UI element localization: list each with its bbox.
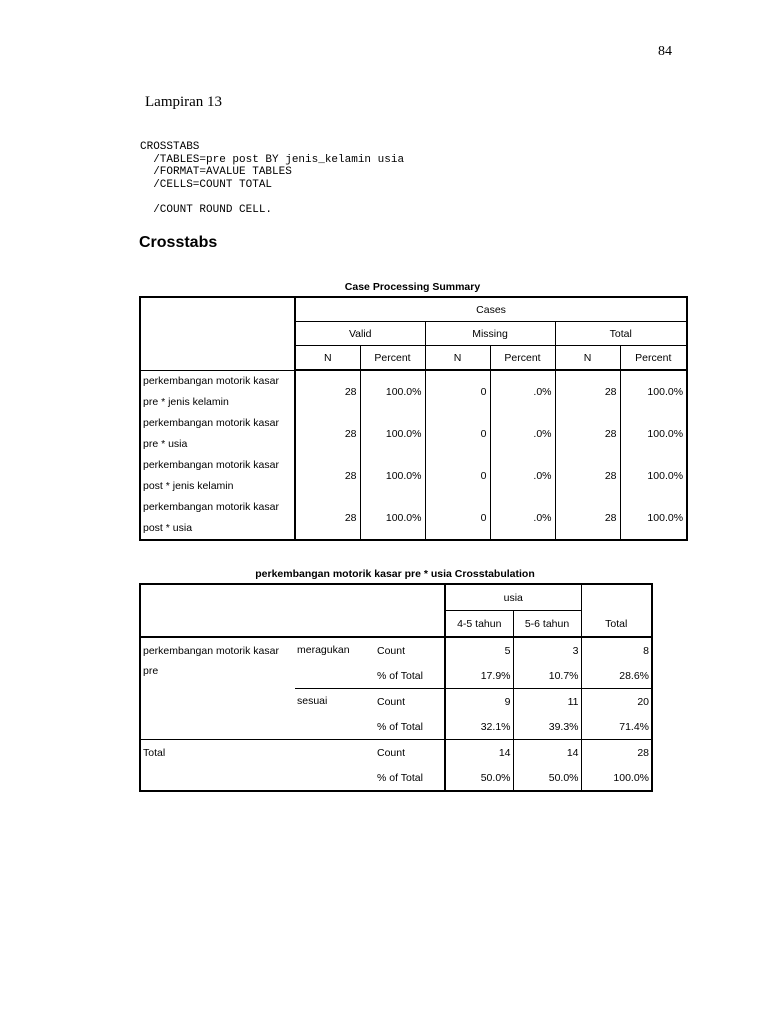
table-cell: 100.0% [620, 370, 687, 413]
table-cell: 100.0% [360, 370, 425, 413]
column-header: Total [581, 584, 652, 637]
section-heading: Crosstabs [139, 234, 218, 251]
table-cell: 28 [295, 413, 360, 455]
appendix-title: Lampiran 13 [145, 94, 223, 110]
page-number: 84 [658, 44, 672, 59]
table-corner [140, 584, 445, 637]
column-header: 5-6 tahun [513, 611, 581, 638]
row-label: perkembangan motorik kasar post * usia [140, 497, 295, 540]
column-header: Percent [490, 346, 555, 371]
column-header: Total [555, 322, 687, 346]
syntax-line: /TABLES=pre post BY jenis_kelamin usia [140, 153, 405, 166]
crosstab-table-title: perkembangan motorik kasar pre * usia Crosstabulation [255, 568, 535, 580]
table-cell: 50.0% [480, 771, 511, 784]
table-cell: 28.6% [581, 663, 652, 689]
row-variable-label: perkembangan motorik kasar pre [143, 645, 279, 677]
table-cell: 14 [445, 740, 513, 766]
table-cell: 8 [581, 637, 652, 663]
category-label: sesuai [295, 689, 375, 740]
total-row-label: Total [140, 740, 375, 766]
table-row [140, 497, 687, 540]
summary-table-title: Case Processing Summary [344, 281, 481, 293]
column-header: Valid [295, 322, 425, 346]
table-cell: 100.0% [360, 455, 425, 497]
column-header: 4-5 tahun [445, 611, 513, 638]
table-cell: .0% [490, 370, 555, 413]
row-label: perkembangan motorik kasar pre * jenis kelamin [140, 370, 295, 413]
table-cell: 10.7% [513, 663, 581, 689]
empty-cell [140, 765, 375, 791]
column-header: Percent [620, 346, 687, 371]
table-cell: 28 [295, 370, 360, 413]
row-label: perkembangan motorik kasar pre * usia [140, 413, 295, 455]
table-row [140, 455, 687, 497]
table-cell: 28 [295, 455, 360, 497]
table-cell: .0% [490, 497, 555, 540]
syntax-line: /FORMAT=AVALUE TABLES [140, 166, 292, 178]
table-cell: 0 [425, 370, 490, 413]
category-label: meragukan [297, 644, 350, 656]
table-cell: 14 [513, 740, 581, 766]
statistic-label: Count [375, 740, 445, 766]
table-cell: 28 [295, 497, 360, 540]
crosstabs-syntax [140, 141, 404, 216]
table-cell: 11 [513, 689, 581, 715]
table-cell: .0% [490, 455, 555, 497]
table-cell: 28 [555, 497, 620, 540]
table-cell: 71.4% [581, 714, 652, 740]
column-header: N [295, 346, 360, 371]
column-header: Cases [295, 297, 687, 322]
table-cell: 100.0% [620, 413, 687, 455]
table-row [140, 413, 687, 455]
table-row [140, 370, 687, 413]
table-cell: 28 [555, 413, 620, 455]
table-cell: 100.0% [360, 497, 425, 540]
table-cell: 50.0% [513, 765, 581, 791]
table-cell: 100.0% [581, 765, 652, 791]
column-header: N [555, 346, 620, 371]
table-cell: 9 [445, 689, 513, 715]
table-row [140, 637, 652, 663]
table-cell: 100.0% [620, 497, 687, 540]
table-cell: 28 [555, 455, 620, 497]
table-row [140, 740, 652, 766]
table-cell: 100.0% [620, 455, 687, 497]
case-processing-summary-table [139, 296, 688, 541]
table-cell: .0% [490, 413, 555, 455]
statistic-label: % of Total [375, 663, 445, 689]
column-header: N [425, 346, 490, 371]
table-cell: 3 [513, 637, 581, 663]
statistic-label: Count [375, 637, 445, 663]
table-cell: 28 [555, 370, 620, 413]
table-cell: 100.0% [360, 413, 425, 455]
statistic-label: Count [375, 689, 445, 715]
column-header: usia [445, 584, 581, 611]
table-cell: 17.9% [480, 669, 511, 682]
table-cell: 0 [425, 497, 490, 540]
table-cell: 32.1% [480, 720, 511, 733]
row-label: perkembangan motorik kasar post * jenis kelamin [140, 455, 295, 497]
table-corner [140, 297, 295, 370]
column-header: Percent [360, 346, 425, 371]
table-cell: 0 [425, 455, 490, 497]
statistic-label: % of Total [375, 765, 445, 791]
table-cell: 39.3% [513, 714, 581, 740]
column-header: Missing [425, 322, 555, 346]
table-cell: 5 [504, 644, 511, 657]
syntax-line: CROSSTABS [140, 141, 200, 153]
syntax-line: /CELLS=COUNT TOTAL [140, 178, 273, 191]
table-cell: 0 [425, 413, 490, 455]
crosstabulation-table [139, 583, 653, 792]
table-row [140, 765, 652, 791]
table-cell: 20 [581, 689, 652, 715]
table-cell: 28 [581, 740, 652, 766]
syntax-line: /COUNT ROUND CELL. [140, 203, 273, 216]
statistic-label: % of Total [375, 714, 445, 740]
